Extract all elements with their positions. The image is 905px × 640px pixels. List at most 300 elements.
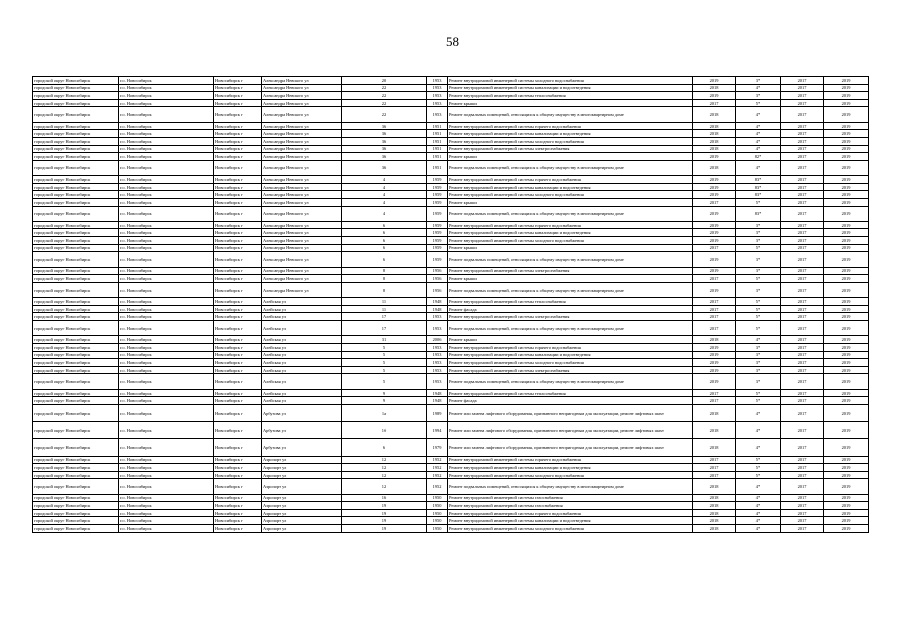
- urban-district-cell: г.о. Новосибирск: [119, 494, 214, 502]
- plan-year-cell: 2019: [693, 282, 736, 297]
- work-type-cell: Ремонт крыши: [448, 336, 693, 344]
- work-type-cell: Ремонт или замена лифтового оборудования, признанного непригодным для эксплуатации, ремонт лифтовых шахт: [448, 422, 693, 439]
- work-type-cell: Ремонт внутридомовой инженерной системы канализации и водоотведения: [448, 517, 693, 525]
- city-cell: Новосибирск г: [214, 359, 262, 367]
- period-start-cell: 2017: [781, 397, 824, 405]
- work-type-cell: Ремонт внутридомовой инженерной системы холодного водоснабжения: [448, 237, 693, 245]
- period-start-cell: 2017: [781, 525, 824, 533]
- table-row: [33, 221, 869, 229]
- period-end-cell: 2019: [824, 130, 869, 138]
- work-type-cell: Ремонт внутридомовой инженерной системы теплоснабжения: [448, 389, 693, 397]
- note-cell: 5*: [736, 389, 781, 397]
- street-cell: Александра Невского ул: [262, 84, 342, 92]
- work-type-cell: Ремонт внутридомовой инженерной системы горячего водоснабжения: [448, 509, 693, 517]
- table-row: [33, 456, 869, 464]
- work-type-cell: Ремонт внутридомовой инженерной системы горячего водоснабжения: [448, 221, 693, 229]
- street-cell: Аэропорт ул: [262, 502, 342, 510]
- period-start-cell: 2017: [781, 298, 824, 306]
- work-type-cell: Ремонт внутридомовой инженерной системы канализации и водоотведения: [448, 351, 693, 359]
- period-end-cell: 2019: [824, 229, 869, 237]
- period-start-cell: 2017: [781, 336, 824, 344]
- street-cell: Александра Невского ул: [262, 160, 342, 175]
- municipality-cell: городской округ Новосибирск: [33, 99, 119, 107]
- street-cell: Алейская ул: [262, 389, 342, 397]
- urban-district-cell: г.о. Новосибирск: [119, 130, 214, 138]
- build-year-cell: 1989: [427, 404, 448, 421]
- plan-year-cell: 2019: [693, 92, 736, 100]
- table-row: [33, 198, 869, 206]
- plan-year-cell: 2017: [693, 321, 736, 336]
- build-year-cell: 1950: [427, 509, 448, 517]
- street-cell: Аэропорт ул: [262, 509, 342, 517]
- municipality-cell: городской округ Новосибирск: [33, 84, 119, 92]
- note-cell: 4*: [736, 509, 781, 517]
- period-end-cell: 2019: [824, 389, 869, 397]
- plan-year-cell: 2017: [693, 99, 736, 107]
- build-year-cell: 1952: [427, 471, 448, 479]
- build-year-cell: 1959: [427, 221, 448, 229]
- street-cell: Алейская ул: [262, 321, 342, 336]
- table-row: [33, 160, 869, 175]
- period-start-cell: 2017: [781, 145, 824, 153]
- house-number-cell: 20: [342, 77, 427, 85]
- plan-year-cell: 2019: [693, 351, 736, 359]
- table-row: [33, 509, 869, 517]
- plan-year-cell: 2018: [693, 84, 736, 92]
- period-end-cell: 2019: [824, 145, 869, 153]
- street-cell: Алейская ул: [262, 336, 342, 344]
- note-cell: 5*: [736, 244, 781, 252]
- period-end-cell: 2019: [824, 366, 869, 374]
- house-number-cell: 6: [342, 244, 427, 252]
- note-cell: 4*: [736, 404, 781, 421]
- street-cell: Арбузова ул: [262, 439, 342, 456]
- period-start-cell: 2017: [781, 92, 824, 100]
- plan-year-cell: 2019: [693, 374, 736, 389]
- build-year-cell: 1994: [427, 422, 448, 439]
- note-cell: 5*: [736, 298, 781, 306]
- plan-year-cell: 2018: [693, 130, 736, 138]
- period-start-cell: 2017: [781, 502, 824, 510]
- build-year-cell: 1950: [427, 494, 448, 502]
- period-start-cell: 2017: [781, 389, 824, 397]
- house-number-cell: 8: [342, 282, 427, 297]
- house-number-cell: 5: [342, 366, 427, 374]
- table-row: [33, 298, 869, 306]
- build-year-cell: 1953: [427, 344, 448, 352]
- city-cell: Новосибирск г: [214, 160, 262, 175]
- plan-year-cell: 2018: [693, 525, 736, 533]
- city-cell: Новосибирск г: [214, 321, 262, 336]
- plan-year-cell: 2018: [693, 439, 736, 456]
- period-start-cell: 2017: [781, 84, 824, 92]
- plan-year-cell: 2019: [693, 237, 736, 245]
- street-cell: Алейская ул: [262, 397, 342, 405]
- municipality-cell: городской округ Новосибирск: [33, 502, 119, 510]
- plan-year-cell: 2018: [693, 145, 736, 153]
- plan-year-cell: 2018: [693, 336, 736, 344]
- street-cell: Александра Невского ул: [262, 267, 342, 275]
- urban-district-cell: г.о. Новосибирск: [119, 509, 214, 517]
- note-cell: 4*: [736, 517, 781, 525]
- build-year-cell: 1953: [427, 366, 448, 374]
- build-year-cell: 1953: [427, 77, 448, 85]
- work-type-cell: Ремонт фасада: [448, 397, 693, 405]
- period-end-cell: 2019: [824, 471, 869, 479]
- city-cell: Новосибирск г: [214, 99, 262, 107]
- work-type-cell: Ремонт внутридомовой инженерной системы электроснабжения: [448, 145, 693, 153]
- house-number-cell: 19: [342, 525, 427, 533]
- period-end-cell: 2019: [824, 198, 869, 206]
- plan-year-cell: 2019: [693, 176, 736, 184]
- urban-district-cell: г.о. Новосибирск: [119, 107, 214, 122]
- plan-year-cell: 2019: [693, 344, 736, 352]
- work-type-cell: Ремонт крыши: [448, 198, 693, 206]
- urban-district-cell: г.о. Новосибирск: [119, 471, 214, 479]
- period-end-cell: 2019: [824, 321, 869, 336]
- city-cell: Новосибирск г: [214, 275, 262, 283]
- urban-district-cell: г.о. Новосибирск: [119, 77, 214, 85]
- note-cell: 83*: [736, 176, 781, 184]
- period-end-cell: 2019: [824, 176, 869, 184]
- period-start-cell: 2017: [781, 282, 824, 297]
- city-cell: Новосибирск г: [214, 237, 262, 245]
- urban-district-cell: г.о. Новосибирск: [119, 92, 214, 100]
- municipality-cell: городской округ Новосибирск: [33, 107, 119, 122]
- work-type-cell: Ремонт внутридомовой инженерной системы газоснабжения: [448, 502, 693, 510]
- period-end-cell: 2019: [824, 344, 869, 352]
- municipality-cell: городской округ Новосибирск: [33, 145, 119, 153]
- work-type-cell: Ремонт подвальных помещений, относящихся к общему имуществу в многоквартирном доме: [448, 374, 693, 389]
- period-start-cell: 2017: [781, 275, 824, 283]
- house-number-cell: 4: [342, 198, 427, 206]
- street-cell: Алейская ул: [262, 344, 342, 352]
- work-type-cell: Ремонт или замена лифтового оборудования, признанного непригодным для эксплуатации, ремонт лифтовых шахт: [448, 439, 693, 456]
- table-row: [33, 366, 869, 374]
- build-year-cell: 1953: [427, 84, 448, 92]
- house-number-cell: 5: [342, 374, 427, 389]
- period-start-cell: 2017: [781, 153, 824, 161]
- city-cell: Новосибирск г: [214, 366, 262, 374]
- note-cell: 4*: [736, 160, 781, 175]
- work-type-cell: Ремонт внутридомовой инженерной системы канализации и водоотведения: [448, 84, 693, 92]
- work-type-cell: Ремонт внутридомовой инженерной системы электроснабжения: [448, 267, 693, 275]
- municipality-cell: городской округ Новосибирск: [33, 374, 119, 389]
- street-cell: Александра Невского ул: [262, 153, 342, 161]
- period-start-cell: 2017: [781, 456, 824, 464]
- street-cell: Алейская ул: [262, 366, 342, 374]
- work-type-cell: Ремонт подвальных помещений, относящихся к общему имуществу в многоквартирном доме: [448, 160, 693, 175]
- period-end-cell: 2019: [824, 298, 869, 306]
- note-cell: 83*: [736, 206, 781, 221]
- period-start-cell: 2017: [781, 471, 824, 479]
- house-number-cell: 17: [342, 313, 427, 321]
- note-cell: 3*: [736, 344, 781, 352]
- table-row: [33, 374, 869, 389]
- build-year-cell: 1951: [427, 137, 448, 145]
- urban-district-cell: г.о. Новосибирск: [119, 344, 214, 352]
- municipality-cell: городской округ Новосибирск: [33, 275, 119, 283]
- house-number-cell: 36: [342, 160, 427, 175]
- urban-district-cell: г.о. Новосибирск: [119, 137, 214, 145]
- house-number-cell: 12: [342, 479, 427, 494]
- urban-district-cell: г.о. Новосибирск: [119, 244, 214, 252]
- table-row: [33, 359, 869, 367]
- note-cell: 5*: [736, 397, 781, 405]
- period-end-cell: 2019: [824, 282, 869, 297]
- work-type-cell: Ремонт внутридомовой инженерной системы электроснабжения: [448, 366, 693, 374]
- period-start-cell: 2017: [781, 494, 824, 502]
- period-start-cell: 2017: [781, 198, 824, 206]
- plan-year-cell: 2017: [693, 456, 736, 464]
- plan-year-cell: 2019: [693, 77, 736, 85]
- work-type-cell: Ремонт крыши: [448, 275, 693, 283]
- table-row: [33, 137, 869, 145]
- work-type-cell: Ремонт подвальных помещений, относящихся к общему имуществу в многоквартирном доме: [448, 479, 693, 494]
- city-cell: Новосибирск г: [214, 305, 262, 313]
- city-cell: Новосибирск г: [214, 517, 262, 525]
- period-start-cell: 2017: [781, 99, 824, 107]
- city-cell: Новосибирск г: [214, 374, 262, 389]
- build-year-cell: 1950: [427, 525, 448, 533]
- municipality-cell: городской округ Новосибирск: [33, 471, 119, 479]
- period-end-cell: 2019: [824, 479, 869, 494]
- street-cell: Александра Невского ул: [262, 252, 342, 267]
- table-row: [33, 502, 869, 510]
- note-cell: 82*: [736, 153, 781, 161]
- note-cell: 5*: [736, 305, 781, 313]
- build-year-cell: 1959: [427, 252, 448, 267]
- house-number-cell: 4: [342, 176, 427, 184]
- work-type-cell: Ремонт или замена лифтового оборудования, признанного непригодным для эксплуатации, ремонт лифтовых шахт: [448, 404, 693, 421]
- period-start-cell: 2017: [781, 130, 824, 138]
- plan-year-cell: 2017: [693, 305, 736, 313]
- build-year-cell: 1953: [427, 321, 448, 336]
- urban-district-cell: г.о. Новосибирск: [119, 145, 214, 153]
- urban-district-cell: г.о. Новосибирск: [119, 153, 214, 161]
- table-row: [33, 336, 869, 344]
- build-year-cell: 1951: [427, 153, 448, 161]
- work-type-cell: Ремонт внутридомовой инженерной системы газоснабжения: [448, 494, 693, 502]
- period-start-cell: 2017: [781, 267, 824, 275]
- build-year-cell: 1948: [427, 389, 448, 397]
- note-cell: 3*: [736, 267, 781, 275]
- period-start-cell: 2017: [781, 244, 824, 252]
- house-number-cell: 1а: [342, 404, 427, 421]
- plan-year-cell: 2019: [693, 359, 736, 367]
- plan-year-cell: 2018: [693, 137, 736, 145]
- work-type-cell: Ремонт внутридомовой инженерной системы канализации и водоотведения: [448, 130, 693, 138]
- city-cell: Новосибирск г: [214, 502, 262, 510]
- urban-district-cell: г.о. Новосибирск: [119, 237, 214, 245]
- plan-year-cell: 2017: [693, 244, 736, 252]
- plan-year-cell: 2018: [693, 404, 736, 421]
- urban-district-cell: г.о. Новосибирск: [119, 313, 214, 321]
- house-number-cell: 36: [342, 122, 427, 130]
- build-year-cell: 1948: [427, 298, 448, 306]
- urban-district-cell: г.о. Новосибирск: [119, 525, 214, 533]
- period-end-cell: 2019: [824, 494, 869, 502]
- build-year-cell: 1951: [427, 130, 448, 138]
- note-cell: 83*: [736, 191, 781, 199]
- street-cell: Александра Невского ул: [262, 183, 342, 191]
- build-year-cell: 1951: [427, 160, 448, 175]
- period-start-cell: 2017: [781, 206, 824, 221]
- house-number-cell: 5: [342, 344, 427, 352]
- period-end-cell: 2019: [824, 92, 869, 100]
- city-cell: Новосибирск г: [214, 397, 262, 405]
- city-cell: Новосибирск г: [214, 509, 262, 517]
- house-number-cell: 22: [342, 99, 427, 107]
- note-cell: 5*: [736, 456, 781, 464]
- house-number-cell: 6: [342, 229, 427, 237]
- urban-district-cell: г.о. Новосибирск: [119, 84, 214, 92]
- city-cell: Новосибирск г: [214, 137, 262, 145]
- build-year-cell: 1959: [427, 183, 448, 191]
- period-end-cell: 2019: [824, 359, 869, 367]
- house-number-cell: 12: [342, 471, 427, 479]
- build-year-cell: 1959: [427, 229, 448, 237]
- period-end-cell: 2019: [824, 313, 869, 321]
- note-cell: 4*: [736, 422, 781, 439]
- street-cell: Александра Невского ул: [262, 77, 342, 85]
- build-year-cell: 1953: [427, 374, 448, 389]
- page-number: 58: [446, 34, 459, 49]
- note-cell: 4*: [736, 137, 781, 145]
- period-start-cell: 2017: [781, 107, 824, 122]
- table-row: [33, 99, 869, 107]
- build-year-cell: 1953: [427, 92, 448, 100]
- note-cell: 4*: [736, 525, 781, 533]
- street-cell: Александра Невского ул: [262, 275, 342, 283]
- urban-district-cell: г.о. Новосибирск: [119, 397, 214, 405]
- work-type-cell: Ремонт внутридомовой инженерной системы канализации и водоотведения: [448, 229, 693, 237]
- house-number-cell: 12: [342, 456, 427, 464]
- table-row: [33, 252, 869, 267]
- municipality-cell: городской округ Новосибирск: [33, 494, 119, 502]
- work-type-cell: Ремонт внутридомовой инженерной системы холодного водоснабжения: [448, 137, 693, 145]
- municipality-cell: городской округ Новосибирск: [33, 344, 119, 352]
- plan-year-cell: 2019: [693, 267, 736, 275]
- street-cell: Алейская ул: [262, 313, 342, 321]
- period-start-cell: 2017: [781, 509, 824, 517]
- build-year-cell: 1959: [427, 206, 448, 221]
- street-cell: Александра Невского ул: [262, 237, 342, 245]
- city-cell: Новосибирск г: [214, 107, 262, 122]
- street-cell: Аэропорт ул: [262, 494, 342, 502]
- street-cell: Алейская ул: [262, 298, 342, 306]
- urban-district-cell: г.о. Новосибирск: [119, 366, 214, 374]
- house-number-cell: 6: [342, 439, 427, 456]
- plan-year-cell: 2017: [693, 298, 736, 306]
- work-type-cell: Ремонт подвальных помещений, относящихся к общему имуществу в многоквартирном доме: [448, 107, 693, 122]
- municipality-cell: городской округ Новосибирск: [33, 366, 119, 374]
- municipality-cell: городской округ Новосибирск: [33, 221, 119, 229]
- period-end-cell: 2019: [824, 397, 869, 405]
- period-start-cell: 2017: [781, 122, 824, 130]
- municipality-cell: городской округ Новосибирск: [33, 509, 119, 517]
- note-cell: 3*: [736, 366, 781, 374]
- city-cell: Новосибирск г: [214, 198, 262, 206]
- street-cell: Александра Невского ул: [262, 176, 342, 184]
- table-row: [33, 206, 869, 221]
- city-cell: Новосибирск г: [214, 153, 262, 161]
- note-cell: 4*: [736, 494, 781, 502]
- urban-district-cell: г.о. Новосибирск: [119, 183, 214, 191]
- note-cell: 3*: [736, 282, 781, 297]
- plan-year-cell: 2018: [693, 422, 736, 439]
- house-number-cell: 4: [342, 183, 427, 191]
- city-cell: Новосибирск г: [214, 479, 262, 494]
- municipality-cell: городской округ Новосибирск: [33, 130, 119, 138]
- house-number-cell: 5: [342, 359, 427, 367]
- note-cell: 4*: [736, 502, 781, 510]
- period-start-cell: 2017: [781, 313, 824, 321]
- city-cell: Новосибирск г: [214, 244, 262, 252]
- table-row: [33, 471, 869, 479]
- municipality-cell: городской округ Новосибирск: [33, 359, 119, 367]
- municipality-cell: городской округ Новосибирск: [33, 160, 119, 175]
- plan-year-cell: 2017: [693, 464, 736, 472]
- note-cell: 4*: [736, 107, 781, 122]
- period-end-cell: 2019: [824, 464, 869, 472]
- note-cell: 3*: [736, 77, 781, 85]
- work-type-cell: Ремонт внутридомовой инженерной системы холодного водоснабжения: [448, 77, 693, 85]
- period-start-cell: 2017: [781, 137, 824, 145]
- urban-district-cell: г.о. Новосибирск: [119, 502, 214, 510]
- period-start-cell: 2017: [781, 344, 824, 352]
- street-cell: Алейская ул: [262, 374, 342, 389]
- period-start-cell: 2017: [781, 229, 824, 237]
- house-number-cell: 11: [342, 305, 427, 313]
- period-end-cell: 2019: [824, 191, 869, 199]
- street-cell: Александра Невского ул: [262, 198, 342, 206]
- table-row: [33, 107, 869, 122]
- urban-district-cell: г.о. Новосибирск: [119, 176, 214, 184]
- note-cell: 4*: [736, 479, 781, 494]
- plan-year-cell: 2019: [693, 221, 736, 229]
- municipality-cell: городской округ Новосибирск: [33, 282, 119, 297]
- period-end-cell: 2019: [824, 525, 869, 533]
- urban-district-cell: г.о. Новосибирск: [119, 267, 214, 275]
- period-start-cell: 2017: [781, 321, 824, 336]
- municipality-cell: городской округ Новосибирск: [33, 153, 119, 161]
- table-row: [33, 389, 869, 397]
- table-row: [33, 305, 869, 313]
- urban-district-cell: г.о. Новосибирск: [119, 422, 214, 439]
- city-cell: Новосибирск г: [214, 313, 262, 321]
- house-number-cell: 11: [342, 298, 427, 306]
- street-cell: Александра Невского ул: [262, 229, 342, 237]
- house-number-cell: 8: [342, 275, 427, 283]
- period-start-cell: 2017: [781, 464, 824, 472]
- city-cell: Новосибирск г: [214, 130, 262, 138]
- house-number-cell: 19: [342, 502, 427, 510]
- program-table: [32, 76, 869, 533]
- urban-district-cell: г.о. Новосибирск: [119, 336, 214, 344]
- urban-district-cell: г.о. Новосибирск: [119, 479, 214, 494]
- municipality-cell: городской округ Новосибирск: [33, 422, 119, 439]
- plan-year-cell: 2018: [693, 517, 736, 525]
- work-type-cell: Ремонт внутридомовой инженерной системы теплоснабжения: [448, 298, 693, 306]
- period-start-cell: 2017: [781, 160, 824, 175]
- municipality-cell: городской округ Новосибирск: [33, 397, 119, 405]
- house-number-cell: 12: [342, 464, 427, 472]
- table-row: [33, 237, 869, 245]
- street-cell: Аэропорт ул: [262, 479, 342, 494]
- street-cell: Александра Невского ул: [262, 145, 342, 153]
- table-row: [33, 282, 869, 297]
